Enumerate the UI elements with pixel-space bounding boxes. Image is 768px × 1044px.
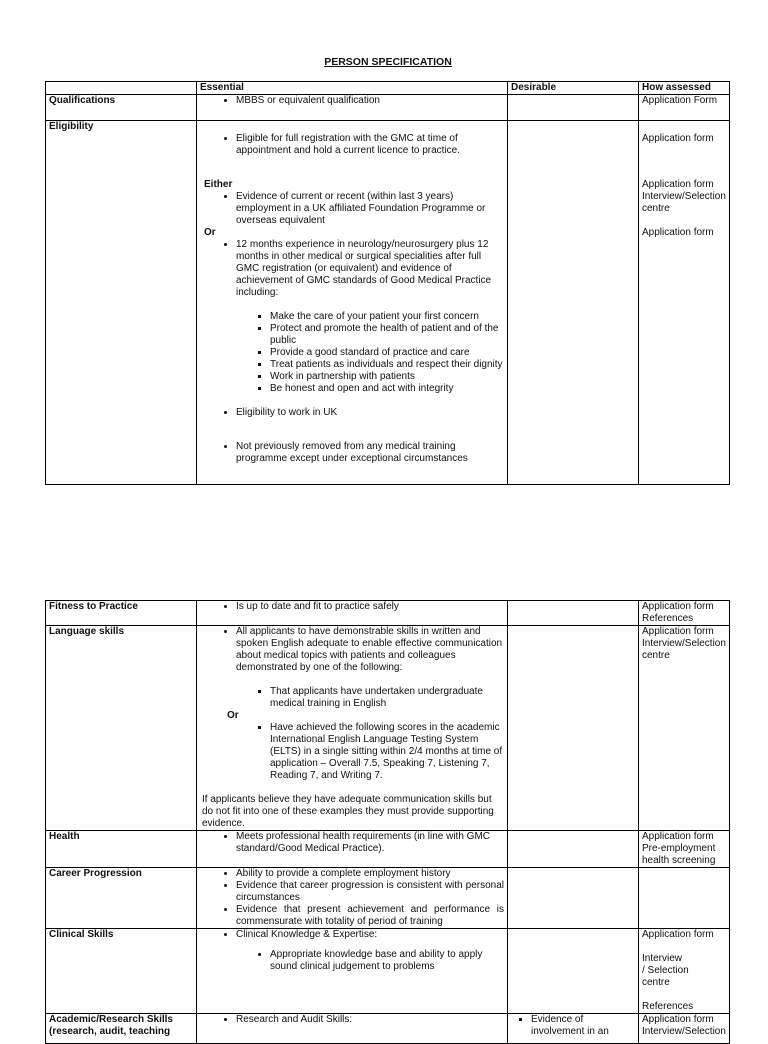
how-text: References [642, 613, 694, 624]
how-text: Interview/Selection centre [642, 191, 726, 214]
table-header-row [46, 82, 730, 95]
desirable-cell [508, 121, 639, 485]
how-cell [639, 626, 730, 831]
row-label-health: Health [46, 831, 197, 868]
table-row [46, 95, 730, 121]
list-item: • Meets professional health requirements (in line with GMC standard/Good Medical Practice). [236, 831, 504, 855]
row-label-fitness: Fitness to Practice [46, 601, 197, 626]
how-text: Application form [642, 133, 714, 144]
list-item: • Ability to provide a complete employment history [236, 868, 504, 880]
desirable-cell [508, 601, 639, 626]
how-cell [639, 121, 730, 485]
header-how-assessed: How assessed [639, 82, 730, 95]
either-label: Either [204, 179, 233, 190]
list-item: ▪ Treat patients as individuals and respect their dignity [270, 359, 504, 371]
list-item: ▪ That applicants have undertaken undergraduate medical training in English [270, 686, 504, 710]
essential-cell [197, 868, 508, 929]
spec-table-2 [45, 600, 730, 1044]
row-label-language: Language skills [46, 626, 197, 831]
table-row [46, 831, 730, 868]
desirable-cell [508, 831, 639, 868]
header-desirable: Desirable [508, 82, 639, 95]
desirable-cell [508, 95, 639, 121]
list-item: • MBBS or equivalent qualification [236, 95, 504, 107]
list-item: ▪ Have achieved the following scores in the academic International English Language Testing System (ELTS) in a single sitting within 2/4 months at time of application – Overall 7.5, Speaking 7, Listening 7, Reading 7, and Writing 7. [270, 722, 504, 782]
how-cell [639, 831, 730, 868]
essential-cell [197, 601, 508, 626]
essential-cell [197, 121, 508, 485]
how-text: Application form [642, 601, 714, 612]
how-text: Application form [642, 831, 714, 842]
list-item: • All applicants to have demonstrable skills in written and spoken English adequate to enable effective communication about medical topics with patients and colleagues demonstrated by one of the following: [236, 626, 504, 674]
how-text: Application form [642, 626, 714, 637]
table-row [46, 929, 730, 1014]
row-label-academic: Academic/Research Skills (research, audit, teaching [46, 1014, 197, 1044]
how-text: References [642, 1001, 694, 1012]
how-cell [639, 868, 730, 929]
how-cell [639, 929, 730, 1014]
list-item: ▪ Be honest and open and act with integrity [270, 383, 504, 395]
essential-cell [197, 626, 508, 831]
list-item: ▪ Protect and promote the health of patient and of the public [270, 323, 504, 347]
table-row [46, 1014, 730, 1044]
row-label-clinical: Clinical Skills [46, 929, 197, 1014]
desirable-cell [508, 929, 639, 1014]
how-text: centre [642, 977, 670, 988]
row-label-qualifications: Qualifications [46, 95, 197, 121]
list-item: • Evidence of current or recent (within last 3 years) employment in a UK affiliated Foundation Programme or overseas equivalent [236, 191, 504, 227]
how-text: Application form [642, 929, 714, 940]
or-label: Or [204, 227, 216, 238]
how-text: Application form [642, 179, 714, 190]
essential-cell [197, 95, 508, 121]
list-item: • Evidence that career progression is consistent with personal circumstances [236, 880, 504, 904]
how-text: Pre-employment health screening [642, 843, 716, 866]
language-note: If applicants believe they have adequate communication skills but do not fit into one of these examples they must provide supporting evidence. [202, 794, 494, 829]
list-item: • Is up to date and fit to practice safely [236, 601, 504, 613]
gmc-standards-list [200, 311, 504, 395]
list-item: • Clinical Knowledge & Expertise: [236, 929, 504, 941]
or-label: Or [227, 710, 239, 721]
table-row [46, 601, 730, 626]
desirable-cell [508, 626, 639, 831]
desirable-cell [508, 868, 639, 929]
how-text: Interview/Selection centre [642, 638, 726, 661]
list-item: • Appropriate knowledge base and ability to apply sound clinical judgement to problems [270, 949, 504, 973]
list-item: ▪ Make the care of your patient your first concern [270, 311, 504, 323]
essential-cell [197, 929, 508, 1014]
header-essential: Essential [197, 82, 508, 95]
spec-table-1 [45, 81, 730, 485]
row-label-career: Career Progression [46, 868, 197, 929]
table-row [46, 868, 730, 929]
row-label-eligibility: Eligibility [46, 121, 197, 485]
how-cell [639, 1014, 730, 1044]
list-item: ▪ Provide a good standard of practice and care [270, 347, 504, 359]
list-item: • Eligible for full registration with the GMC at time of appointment and hold a current licence to practice. [236, 133, 504, 157]
table-row [46, 626, 730, 831]
list-item: • Evidence that present achievement and performance is commensurate with totality of period of training [236, 904, 504, 928]
how-text: / Selection [642, 965, 689, 976]
page-title: PERSON SPECIFICATION [324, 56, 452, 68]
list-item: ▪ Evidence of involvement in an [531, 1014, 635, 1038]
desirable-cell [508, 1014, 639, 1044]
how-text: Interview/Selection [642, 1026, 726, 1037]
table-row [46, 121, 730, 485]
header-criteria [46, 82, 197, 95]
list-item: • 12 months experience in neurology/neurosurgery plus 12 months in other medical or surgical specialities after full GMC registration (or equivalent) and evidence of achievement of GMC standards of Good Medical Practice including: [236, 239, 504, 299]
essential-cell [197, 831, 508, 868]
list-item: • Eligibility to work in UK [236, 407, 504, 419]
list-item: • Research and Audit Skills: [236, 1014, 504, 1026]
list-item: • Not previously removed from any medical training programme except under exceptional circumstances [236, 441, 504, 465]
how-cell: Application Form [639, 95, 730, 121]
how-text: Application form [642, 1014, 714, 1025]
how-text: Application form [642, 227, 714, 238]
how-cell [639, 601, 730, 626]
how-text: Interview [642, 953, 683, 964]
essential-cell [197, 1014, 508, 1044]
list-item: ▪ Work in partnership with patients [270, 371, 504, 383]
